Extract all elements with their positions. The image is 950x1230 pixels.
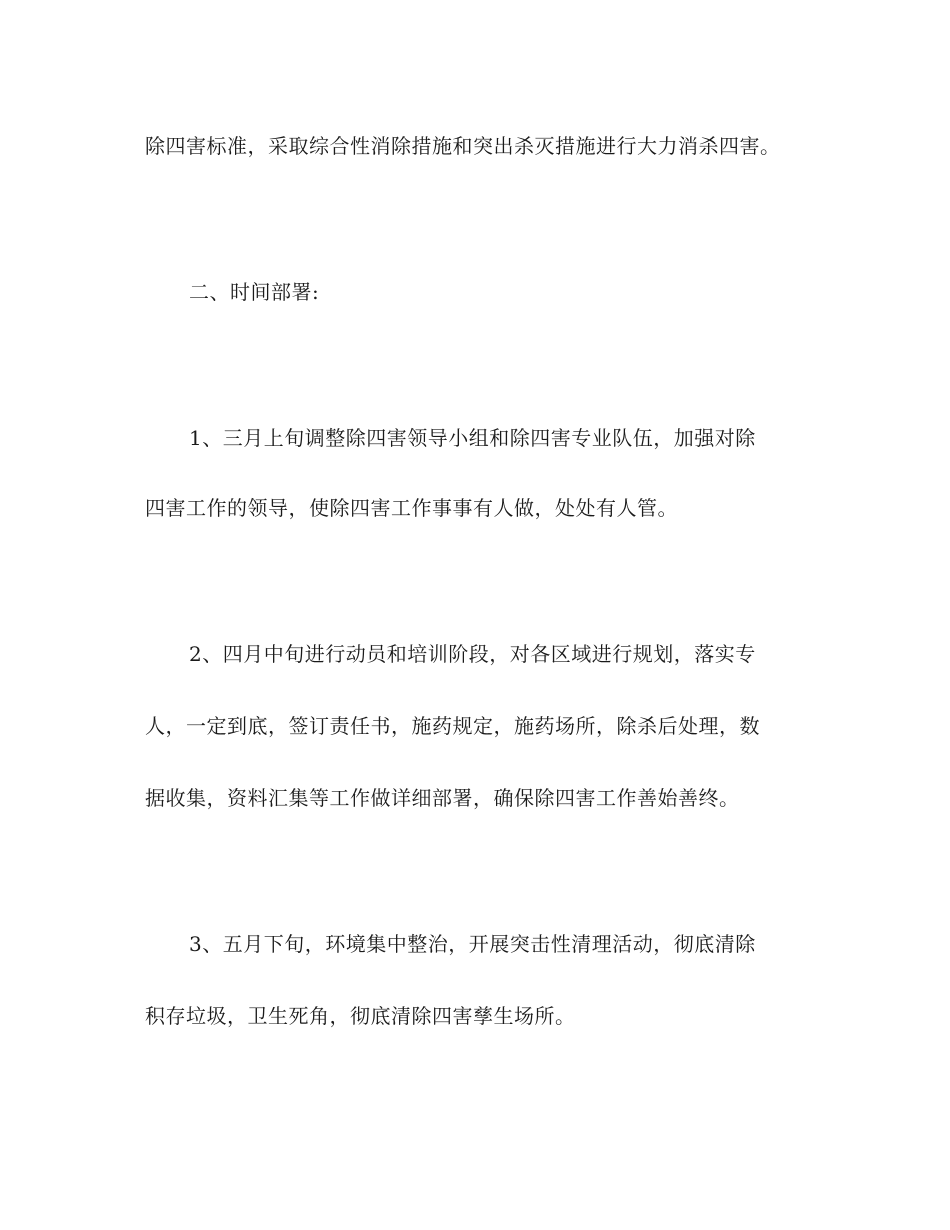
paragraph-line: 3、五月下旬，环境集中整治，开展突击性清理活动，彻底清除: [189, 932, 756, 956]
paragraph-line: 2、四月中旬进行动员和培训阶段，对各区域进行规划，落实专: [189, 642, 756, 666]
section-heading: 二、时间部署:: [189, 280, 320, 304]
paragraph-line: 除四害标准，采取综合性消除措施和突出杀灭措施进行大力消杀四害。: [145, 134, 781, 158]
paragraph-line: 1、三月上旬调整除四害领导小组和除四害专业队伍，加强对除: [189, 426, 756, 450]
paragraph-line: 人，一定到底，签订责任书，施药规定，施药场所，除杀后处理，数: [145, 714, 760, 738]
paragraph-line: 积存垃圾，卫生死角，彻底清除四害孳生场所。: [145, 1004, 576, 1028]
paragraph-line: 四害工作的领导，使除四害工作事事有人做，处处有人管。: [145, 496, 678, 520]
paragraph-line: 据收集，资料汇集等工作做详细部署，确保除四害工作善始善终。: [145, 786, 740, 810]
